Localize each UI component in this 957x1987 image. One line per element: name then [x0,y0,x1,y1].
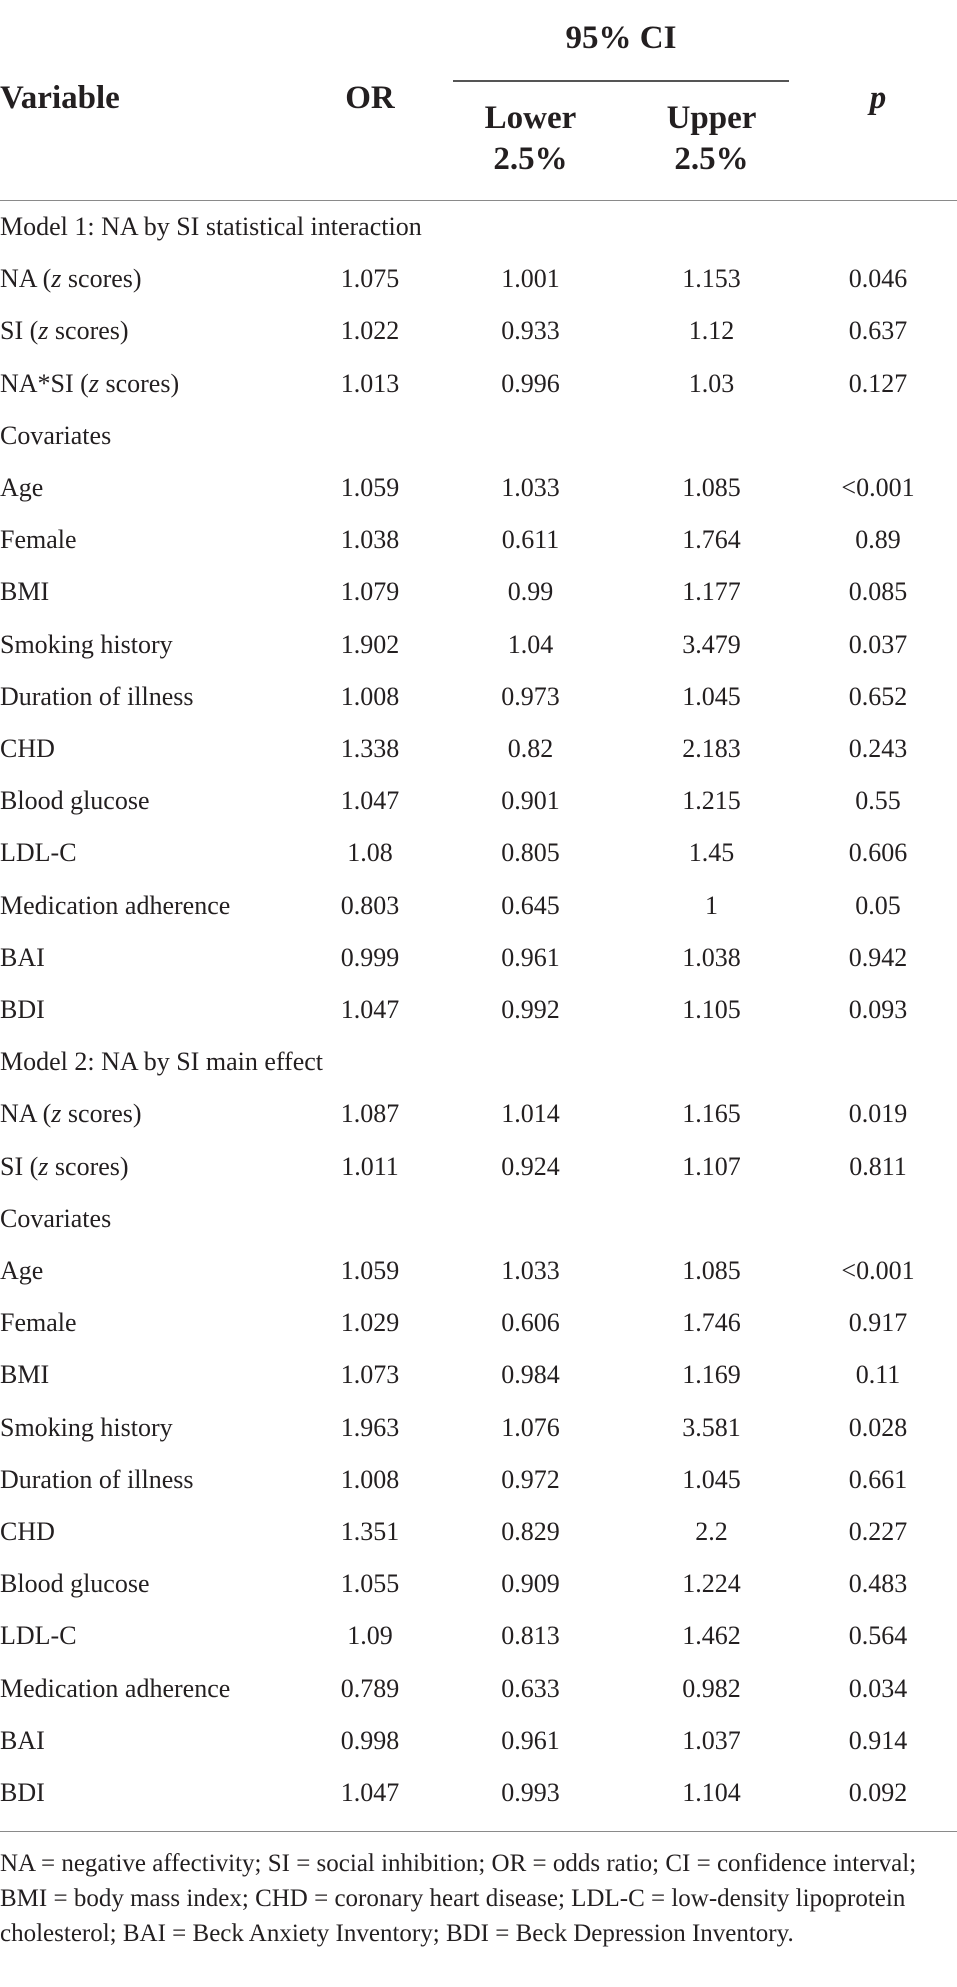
cell-or: 1.059 [340,473,400,502]
cell-upper: 1.177 [682,577,741,607]
variable-label-text: BMI [0,577,50,607]
cell-lower: 0.961 [501,1725,560,1755]
table-row [0,1663,957,1715]
cell-lower: 1.04 [507,629,554,659]
cell-p: 0.11 [855,1360,901,1390]
cell-upper: 1.746 [682,1308,741,1338]
cell-or: 1.059 [340,1256,400,1285]
variable-label [0,305,129,357]
table-row [0,880,957,932]
table-row [0,566,957,618]
table-row [0,1767,957,1819]
cell-or: 1.08 [347,838,393,868]
cell-lower: 1.014 [501,1099,560,1129]
cell-p: 0.092 [848,1778,908,1807]
cell-lower: 1.076 [501,1412,560,1442]
cell-or: 1.013 [340,368,400,398]
variable-label [0,1245,43,1297]
variable-label [0,1610,77,1662]
cell-upper: 1.224 [682,1569,741,1599]
cell-or: 1.038 [340,525,400,555]
header-upper-line2: 2.5% [674,141,749,177]
variable-label [0,1558,150,1610]
cell-or: 0.999 [340,942,400,972]
cell-upper: 1.085 [682,1256,741,1285]
cell-or: 1.029 [340,1308,400,1338]
cell-p: 0.05 [855,890,901,920]
variable-label-italic: z [38,316,49,346]
variable-label [0,253,142,305]
cell-p: 0.227 [848,1517,908,1546]
cell-p: 0.046 [848,264,908,294]
cell-lower: 0.973 [501,681,560,711]
cell-or: 1.087 [340,1099,400,1129]
variable-label-text: Age [0,1256,44,1285]
cell-upper: 1.169 [682,1360,741,1390]
cell-or: 1.963 [340,1412,400,1442]
variable-label [0,358,179,410]
variable-label-suffix: scores) [48,1151,129,1181]
cell-upper: 1.12 [688,316,735,346]
cell-or: 1.09 [347,1621,393,1651]
header-ci: 95% CI [565,20,677,56]
section-row [0,1193,957,1245]
cell-lower: 0.972 [501,1464,560,1494]
cell-upper: 1.165 [682,1099,741,1129]
cell-upper: 1.104 [682,1778,741,1807]
variable-label [0,514,77,566]
cell-p: 0.028 [848,1412,908,1442]
variable-label-text: Duration of illness [0,1464,194,1494]
cell-upper: 1.038 [682,942,741,972]
variable-label [0,1454,194,1506]
table-row [0,619,957,671]
section-label: Model 1: NA by SI statistical interaction [0,212,422,241]
section-label: Covariates [0,420,112,450]
cell-or: 1.022 [340,316,400,346]
variable-label [0,1297,77,1349]
variable-label-text: BAI [0,942,45,972]
cell-upper: 3.581 [682,1412,741,1442]
table-header [0,0,957,200]
cell-lower: 0.611 [501,525,560,555]
cell-upper: 2.2 [695,1517,728,1546]
cell-p: 0.637 [848,316,908,346]
cell-upper: 1.037 [682,1725,741,1755]
header-upper-line1: Upper [666,100,757,136]
cell-lower: 0.829 [501,1517,560,1546]
cell-upper: 1 [705,890,718,920]
variable-label-italic: z [88,368,99,398]
cell-p: 0.914 [848,1725,908,1755]
cell-or: 1.047 [340,786,400,816]
cell-lower: 0.996 [501,368,560,398]
cell-lower: 0.909 [501,1569,560,1599]
cell-p: 0.093 [848,995,908,1024]
table-row [0,671,957,723]
table-row [0,1506,957,1558]
variable-label-text: NA*SI ( [0,368,89,398]
cell-lower: 1.001 [501,264,560,294]
cell-lower: 0.633 [501,1673,560,1703]
cell-upper: 1.03 [688,368,735,398]
table-row [0,1715,957,1767]
cell-lower: 0.805 [501,838,560,868]
cell-p: 0.652 [848,681,908,711]
cell-or: 1.338 [340,734,400,763]
table-row [0,1349,957,1401]
variable-label [0,775,150,827]
cell-p: 0.606 [848,838,908,868]
cell-p: 0.034 [848,1673,908,1703]
cell-p: 0.811 [849,1151,907,1181]
variable-label [0,932,45,984]
variable-label-italic: z [51,1099,62,1129]
table-row [0,723,957,775]
cell-lower: 0.82 [507,734,554,763]
table-row [0,514,957,566]
cell-p: 0.243 [848,734,908,763]
cell-upper: 1.462 [682,1621,741,1651]
cell-p: 0.917 [848,1308,908,1338]
cell-upper: 1.153 [682,264,741,294]
cell-upper: 1.045 [682,1464,741,1494]
cell-or: 0.803 [340,890,400,920]
footnote-line: NA = negative affectivity; SI = social inhibition; OR = odds ratio; CI = confidence interval; [0,1850,917,1877]
variable-label-text: BDI [0,1778,45,1807]
table-row [0,1610,957,1662]
cell-upper: 1.045 [682,681,741,711]
cell-upper: 1.105 [682,995,741,1024]
section-row [0,201,957,253]
cell-lower: 0.606 [501,1308,560,1338]
variable-label [0,1088,142,1140]
variable-label-text: NA ( [0,264,52,294]
cell-p: 0.942 [848,942,908,972]
cell-lower: 0.99 [507,577,554,607]
cell-upper: 0.982 [682,1673,741,1703]
variable-label-text: NA ( [0,1099,52,1129]
header-upper [634,98,789,180]
cell-p: <0.001 [841,1256,915,1285]
variable-label-italic: z [51,264,62,294]
variable-label [0,984,45,1036]
variable-label [0,1141,129,1193]
section-row [0,1036,957,1088]
section-label: Covariates [0,1203,112,1233]
variable-label-text: Female [0,1308,77,1338]
variable-label-text: Female [0,525,77,555]
cell-lower: 0.813 [501,1621,560,1651]
table-row [0,1141,957,1193]
variable-label [0,1402,173,1454]
variable-label-text: Age [0,473,44,502]
variable-label [0,671,194,723]
variable-label-suffix: scores) [98,368,180,398]
cell-p: 0.55 [855,786,901,816]
cell-or: 1.075 [340,264,400,294]
cell-p: 0.483 [848,1569,908,1599]
variable-label-italic: z [38,1151,49,1181]
table-row [0,1297,957,1349]
footnote-line: BMI = body mass index; CHD = coronary heart disease; LDL-C = low-density lipoprotein [0,1885,906,1912]
footnote-line: cholesterol; BAI = Beck Anxiety Inventory; BDI = Beck Depression Inventory. [0,1920,794,1947]
variable-label-suffix: scores) [48,316,129,346]
table-row [0,1088,957,1140]
variable-label [0,827,77,879]
table-row [0,305,957,357]
table-row [0,1558,957,1610]
cell-lower: 0.933 [501,316,560,346]
table-row [0,253,957,305]
section-label: Model 2: NA by SI main effect [0,1047,324,1077]
cell-lower: 0.984 [501,1360,560,1390]
cell-p: 0.127 [848,368,908,398]
cell-or: 1.902 [340,629,400,659]
table-row [0,932,957,984]
cell-lower: 0.992 [501,995,560,1024]
table-row [0,1402,957,1454]
ci-rule [453,80,789,82]
variable-label [0,566,49,618]
variable-label [0,723,55,775]
variable-label-text: Blood glucose [0,786,150,816]
variable-label-text: SI ( [0,1151,39,1181]
cell-upper: 1.215 [682,786,741,816]
table-row [0,984,957,1036]
variable-label-text: SI ( [0,316,39,346]
header-lower [453,98,608,180]
variable-label [0,1767,45,1819]
cell-or: 1.047 [340,995,400,1024]
cell-upper: 1.107 [682,1151,741,1181]
header-or: OR [345,80,395,116]
cell-or: 1.011 [341,1151,399,1181]
section-row [0,410,957,462]
cell-or: 1.055 [340,1569,400,1599]
cell-p: 0.661 [848,1464,908,1494]
cell-p: 0.564 [848,1621,908,1651]
cell-lower: 0.924 [501,1151,560,1181]
cell-lower: 0.961 [501,942,560,972]
cell-upper: 2.183 [682,734,741,763]
variable-label-text: Duration of illness [0,681,194,711]
variable-label-text: CHD [0,734,55,763]
cell-p: 0.019 [848,1099,908,1129]
variable-label [0,619,173,671]
cell-p: 0.89 [855,525,901,555]
cell-or: 1.008 [340,1464,400,1494]
cell-upper: 3.479 [682,629,741,659]
cell-lower: 1.033 [501,1256,560,1285]
variable-label-text: BDI [0,995,45,1024]
variable-label-text: CHD [0,1517,55,1546]
variable-label-text: BAI [0,1725,45,1755]
footer-rule [0,1831,957,1832]
variable-label-text: LDL-C [0,1621,77,1651]
variable-label-text: Medication adherence [0,1673,231,1703]
cell-or: 0.789 [340,1673,400,1703]
table-row [0,775,957,827]
variable-label-text: Smoking history [0,1412,173,1442]
variable-label-text: Blood glucose [0,1569,150,1599]
variable-label [0,1506,55,1558]
variable-label-text: LDL-C [0,838,77,868]
cell-upper: 1.45 [688,838,735,868]
table-row [0,1454,957,1506]
cell-p: 0.037 [848,629,908,659]
header-lower-line2: 2.5% [493,141,568,177]
variable-label-suffix: scores) [61,264,142,294]
cell-p: 0.085 [848,577,908,607]
footnote [0,1846,957,1951]
variable-label [0,1715,45,1767]
variable-label [0,1349,49,1401]
cell-or: 1.008 [340,681,400,711]
cell-or: 1.079 [340,577,400,607]
cell-or: 1.351 [340,1517,400,1546]
variable-label-text: BMI [0,1360,50,1390]
cell-p: <0.001 [841,473,915,502]
variable-label-text: Medication adherence [0,890,231,920]
variable-label [0,462,43,514]
cell-upper: 1.764 [682,525,741,555]
variable-label [0,880,230,932]
cell-upper: 1.085 [682,473,741,502]
cell-or: 1.073 [340,1360,400,1390]
header-variable: Variable [0,80,120,116]
cell-lower: 1.033 [501,473,560,502]
header-p: p [869,80,887,116]
cell-lower: 0.901 [501,786,560,816]
variable-label-text: Smoking history [0,629,173,659]
cell-lower: 0.645 [501,890,560,920]
variable-label-suffix: scores) [61,1099,142,1129]
table-row [0,462,957,514]
cell-lower: 0.993 [501,1778,560,1807]
header-lower-line1: Lower [484,100,577,136]
cell-or: 1.047 [340,1778,400,1807]
table-row [0,827,957,879]
cell-or: 0.998 [340,1725,400,1755]
variable-label [0,1663,230,1715]
table-row [0,358,957,410]
table-row [0,1245,957,1297]
